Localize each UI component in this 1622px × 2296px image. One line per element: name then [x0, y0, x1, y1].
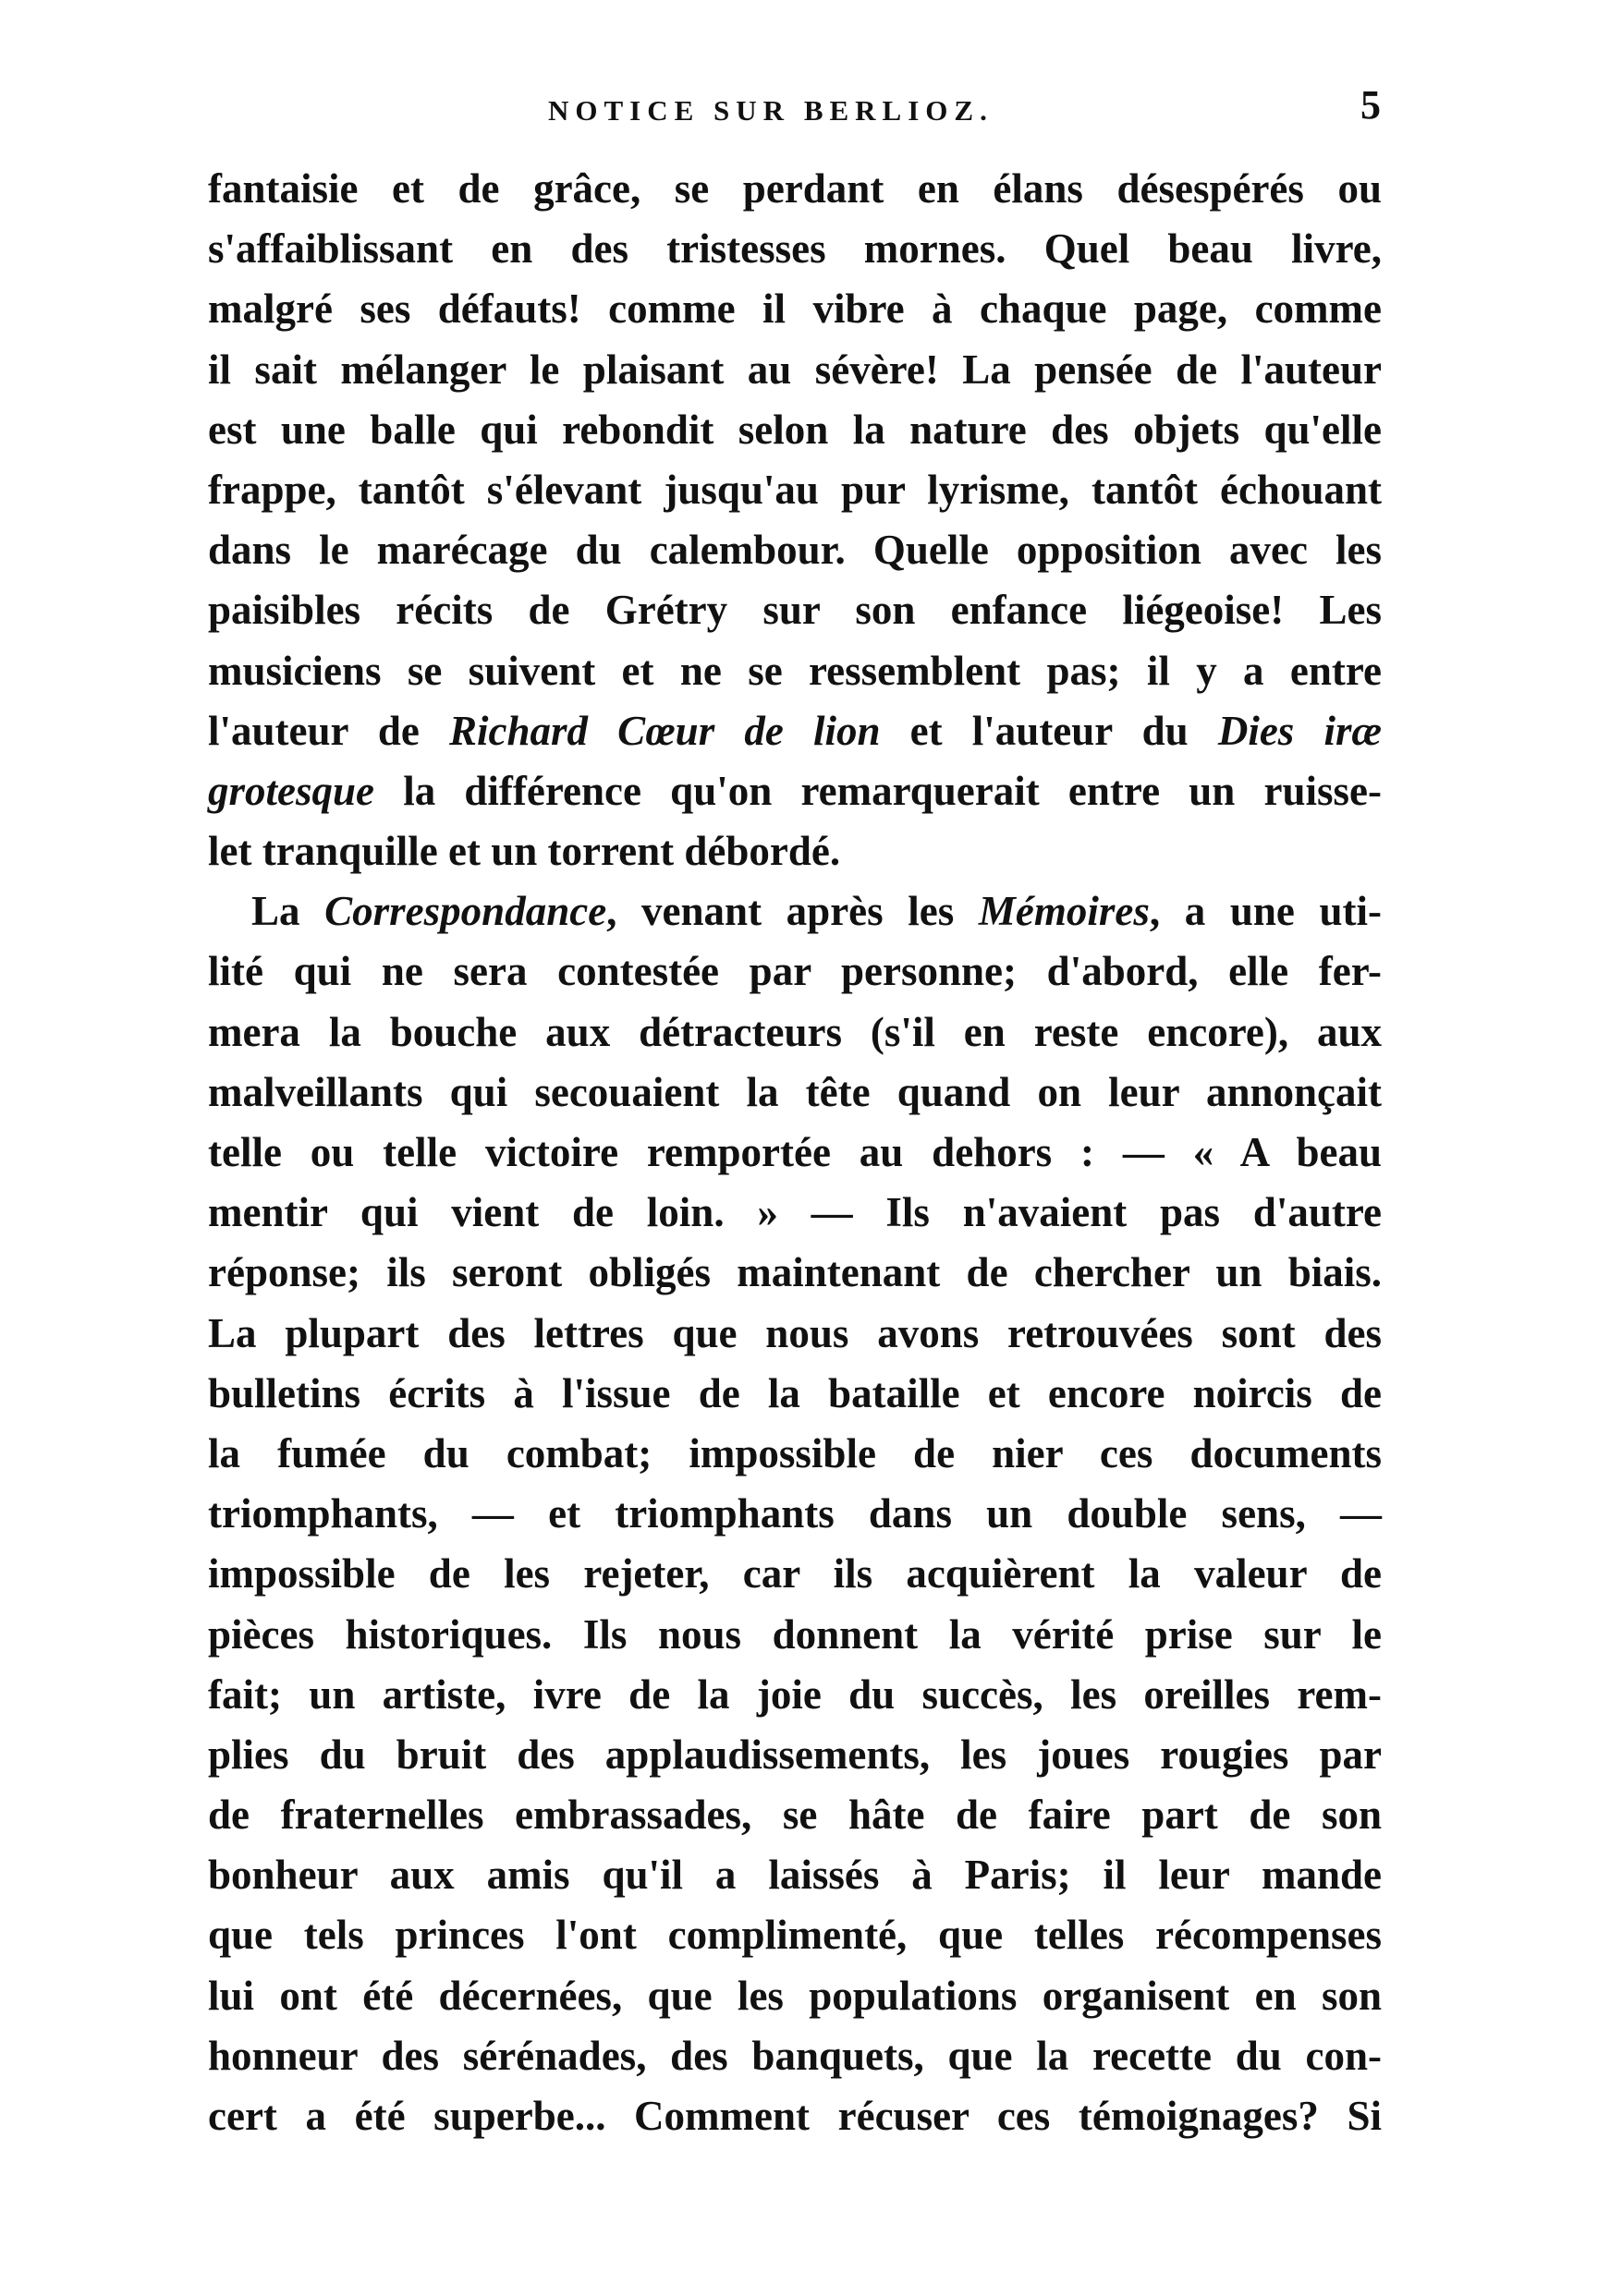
italic-title: Mémoires [978, 888, 1150, 935]
text-line [208, 279, 1382, 339]
text-run: réponse; ils seront obligés maintenant de chercher un biais. [208, 1249, 1382, 1296]
text-run: lui ont été décernées, que les populations organisent en son [208, 1972, 1382, 2019]
text-line [208, 2086, 1382, 2146]
text-line [208, 1905, 1382, 1965]
body-text [208, 159, 1382, 2146]
running-head-title: NOTICE SUR BERLIOZ. [548, 94, 994, 127]
text-line [208, 761, 1382, 821]
text-line [208, 1845, 1382, 1905]
text-line [208, 821, 1382, 881]
text-run: telle ou telle victoire remportée au dehors : — « A beau [208, 1129, 1382, 1175]
text-run: mentir qui vient de loin. » — Ils n'avaient pas d'autre [208, 1189, 1382, 1236]
italic-title: Richard Cœur de lion [448, 707, 881, 754]
text-line [208, 1304, 1382, 1364]
text-run: La [251, 888, 325, 935]
text-line [208, 1243, 1382, 1303]
text-line [208, 1484, 1382, 1544]
text-line [208, 701, 1382, 761]
paragraph [208, 159, 1382, 881]
text-run: la différence qu'on remarquerait entre un ruisse- [374, 767, 1382, 814]
text-run: honneur des sérénades, des banquets, que la recette du con- [208, 2032, 1382, 2079]
text-run: est une balle qui rebondit selon la nature des objets qu'elle [208, 406, 1382, 453]
text-line [208, 1183, 1382, 1243]
text-line [208, 1605, 1382, 1665]
text-run: s'affaiblissant en des tristesses mornes. Quel beau livre, [208, 225, 1382, 273]
text-run: bonheur aux amis qu'il a laissés à Paris; il leur mande [208, 1852, 1382, 1899]
text-run: musiciens se suivent et ne se ressemblent pas; il y a entre [208, 647, 1382, 694]
text-run: dans le marécage du calembour. Quelle opposition avec les [208, 527, 1382, 574]
text-run: bulletins écrits à l'issue de la bataille et encore noircis de [208, 1369, 1382, 1416]
paragraph [208, 881, 1382, 2146]
text-line [208, 1424, 1382, 1484]
text-line [208, 460, 1382, 520]
text-run: la fumée du combat; impossible de nier ces documents [208, 1429, 1382, 1476]
text-line [208, 1364, 1382, 1424]
text-line [208, 1544, 1382, 1604]
text-run: paisibles récits de Grétry sur son enfance liégeoise! Les [208, 587, 1382, 634]
text-run: , a une uti- [1149, 888, 1382, 935]
text-run: plies du bruit des applaudissements, les joues rougies par [208, 1731, 1382, 1778]
text-line [208, 1002, 1382, 1063]
italic-title: Correspondance [324, 888, 607, 935]
text-run: malveillants qui secouaient la tête quand on leur annonçait [208, 1068, 1382, 1115]
text-line [208, 520, 1382, 580]
text-run: mera la bouche aux détracteurs (s'il en reste encore), aux [208, 1008, 1382, 1055]
text-line [208, 340, 1382, 400]
italic-title: grotesque [208, 767, 374, 814]
text-run: et l'auteur du [880, 707, 1218, 754]
text-run: fait; un artiste, ivre de la joie du succès, les oreilles rem- [208, 1670, 1382, 1718]
text-run: fantaisie et de grâce, se perdant en élans désespérés ou [208, 165, 1382, 212]
text-run: triomphants, — et triomphants dans un double sens, — [208, 1490, 1382, 1537]
text-run: pièces historiques. Ils nous donnent la vérité prise sur le [208, 1610, 1382, 1658]
text-run: que tels princes l'ont complimenté, que telles récompenses [208, 1912, 1382, 1959]
text-run: cert a été superbe... Comment récuser ces témoignages? Si [208, 2093, 1382, 2139]
page-number: 5 [1360, 82, 1381, 128]
italic-title: Dies iræ [1217, 707, 1382, 754]
text-line [208, 1063, 1382, 1123]
text-line [208, 1123, 1382, 1183]
text-line [208, 1785, 1382, 1845]
text-run: il sait mélanger le plaisant au sévère! La pensée de l'auteur [208, 346, 1382, 393]
text-line [208, 1665, 1382, 1725]
text-run: de fraternelles embrassades, se hâte de faire part de son [208, 1792, 1382, 1839]
text-run: impossible de les rejeter, car ils acquièrent la valeur de [208, 1550, 1382, 1597]
text-run: let tranquille et un torrent débordé. [208, 828, 841, 875]
text-line [208, 159, 1382, 219]
text-run: l'auteur de [208, 707, 449, 754]
text-line [208, 2026, 1382, 2086]
text-line [208, 941, 1382, 1002]
text-run: La plupart des lettres que nous avons retrouvées sont des [208, 1309, 1382, 1356]
text-run: , venant après les [606, 888, 979, 935]
text-line [208, 881, 1382, 941]
text-line [208, 641, 1382, 701]
text-run: malgré ses défauts! comme il vibre à chaque page, comme [208, 285, 1382, 333]
text-line [208, 219, 1382, 279]
text-run: lité qui ne sera contestée par personne; d'abord, elle fer- [208, 948, 1382, 995]
text-line [208, 400, 1382, 460]
text-line [208, 580, 1382, 640]
text-line [208, 1725, 1382, 1785]
text-run: frappe, tantôt s'élevant jusqu'au pur lyrisme, tantôt échouant [208, 466, 1382, 513]
text-line [208, 1966, 1382, 2026]
